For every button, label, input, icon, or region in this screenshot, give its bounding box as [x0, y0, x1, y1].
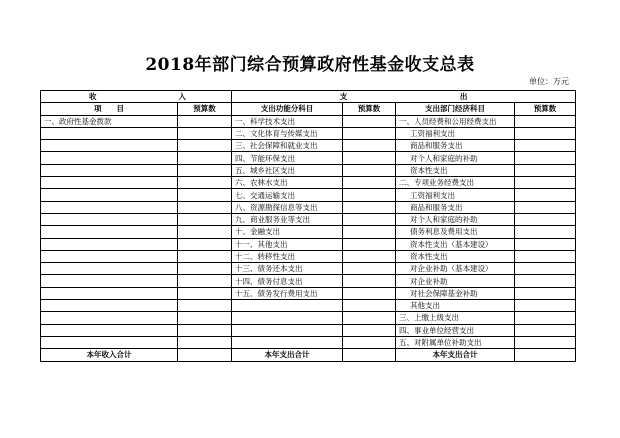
function-subject-cell: 十一、其他支出 [232, 238, 343, 250]
item-cell [41, 263, 178, 275]
table-row [41, 263, 576, 275]
economic-subject-cell: 商品和服务支出 [396, 201, 515, 213]
economic-subject-cell: 一、人员经费和公用经费支出 [396, 115, 515, 127]
function-subject-cell [232, 324, 343, 336]
total-economic-label: 本年支出合计 [396, 349, 515, 361]
item-cell [41, 213, 178, 225]
budget-function-cell [343, 127, 396, 139]
item-cell [41, 127, 178, 139]
budget-function-cell [343, 300, 396, 312]
expense-header-left: 支 [339, 92, 348, 102]
function-subject-cell: 十二、转移性支出 [232, 250, 343, 262]
budget-function-cell [343, 115, 396, 127]
budget-function-cell [343, 238, 396, 250]
col-header-budget-income: 预算数 [178, 103, 232, 115]
budget-economic-cell [515, 140, 576, 152]
item-cell [41, 164, 178, 176]
budget-income-cell [178, 152, 232, 164]
budget-economic-cell [515, 263, 576, 275]
function-subject-cell: 十五、债务发行费用支出 [232, 287, 343, 299]
economic-subject-cell: 对企业补助 [396, 275, 515, 287]
col-header-economic-subject: 支出部门经济科目 [396, 103, 515, 115]
total-function-label: 本年支出合计 [232, 349, 343, 361]
economic-subject-cell: 资本性支出（基本建设） [396, 238, 515, 250]
economic-subject-cell: 工资福利支出 [396, 127, 515, 139]
table-row [41, 177, 576, 189]
total-function-value [343, 349, 396, 361]
budget-economic-cell [515, 312, 576, 324]
budget-income-cell [178, 115, 232, 127]
budget-income-cell [178, 140, 232, 152]
budget-income-cell [178, 164, 232, 176]
budget-table [40, 90, 576, 362]
budget-function-cell [343, 201, 396, 213]
header-row-columns [41, 103, 576, 115]
economic-subject-cell: 四、事业单位经营支出 [396, 324, 515, 336]
budget-income-cell [178, 275, 232, 287]
economic-subject-cell: 债务利息及费用支出 [396, 226, 515, 238]
table-row [41, 115, 576, 127]
budget-income-cell [178, 336, 232, 348]
table-row [41, 275, 576, 287]
budget-function-cell [343, 177, 396, 189]
budget-income-cell [178, 201, 232, 213]
table-row [41, 201, 576, 213]
budget-income-cell [178, 312, 232, 324]
table-row [41, 189, 576, 201]
budget-income-cell [178, 250, 232, 262]
function-subject-cell: 十、金融支出 [232, 226, 343, 238]
header-row-group [41, 91, 576, 103]
economic-subject-cell: 资本性支出 [396, 164, 515, 176]
budget-income-cell [178, 324, 232, 336]
budget-income-cell [178, 189, 232, 201]
function-subject-cell: 八、资源勘探信息等支出 [232, 201, 343, 213]
budget-income-cell [178, 177, 232, 189]
col-header-function-subject: 支出功能分科目 [232, 103, 343, 115]
col-header-item: 项 目 [41, 103, 178, 115]
item-cell [41, 312, 178, 324]
budget-function-cell [343, 213, 396, 225]
economic-subject-cell: 对个人和家庭的补助 [396, 213, 515, 225]
table-row [41, 287, 576, 299]
budget-economic-cell [515, 238, 576, 250]
economic-subject-cell: 二、专项业务经费支出 [396, 177, 515, 189]
item-cell [41, 201, 178, 213]
item-cell [41, 275, 178, 287]
item-cell: 一、政府性基金拨款 [41, 115, 178, 127]
item-cell [41, 324, 178, 336]
function-subject-cell: 二、文化体育与传媒支出 [232, 127, 343, 139]
col-header-budget-economic: 预算数 [515, 103, 576, 115]
item-cell [41, 238, 178, 250]
table-row [41, 336, 576, 348]
budget-function-cell [343, 324, 396, 336]
budget-economic-cell [515, 177, 576, 189]
economic-subject-cell: 商品和服务支出 [396, 140, 515, 152]
budget-economic-cell [515, 250, 576, 262]
item-cell [41, 287, 178, 299]
economic-subject-cell: 对企业补助（基本建设） [396, 263, 515, 275]
budget-economic-cell [515, 189, 576, 201]
income-header-right: 入 [178, 92, 186, 102]
page-title: 2018年部门综合预算政府性基金收支总表 [145, 55, 475, 75]
item-cell [41, 300, 178, 312]
budget-economic-cell [515, 275, 576, 287]
unit-label: 单位：万元 [529, 77, 569, 86]
budget-economic-cell [515, 287, 576, 299]
budget-economic-cell [515, 164, 576, 176]
function-subject-cell: 六、农林水支出 [232, 177, 343, 189]
table-row [41, 324, 576, 336]
function-subject-cell: 五、城乡社区支出 [232, 164, 343, 176]
budget-income-cell [178, 213, 232, 225]
item-cell [41, 177, 178, 189]
economic-subject-cell: 工资福利支出 [396, 189, 515, 201]
economic-subject-cell: 五、对附属单位补助支出 [396, 336, 515, 348]
budget-income-cell [178, 127, 232, 139]
economic-subject-cell: 对社会保障基金补助 [396, 287, 515, 299]
budget-income-cell [178, 263, 232, 275]
function-subject-cell: 七、交通运输支出 [232, 189, 343, 201]
budget-income-cell [178, 287, 232, 299]
table-row [41, 127, 576, 139]
budget-economic-cell [515, 213, 576, 225]
budget-economic-cell [515, 226, 576, 238]
budget-function-cell [343, 226, 396, 238]
total-economic-value [515, 349, 576, 361]
table-row [41, 312, 576, 324]
table-row [41, 164, 576, 176]
totals-row [41, 349, 576, 361]
budget-economic-cell [515, 127, 576, 139]
table-row [41, 226, 576, 238]
function-subject-cell: 四、节能环保支出 [232, 152, 343, 164]
economic-subject-cell: 对个人和家庭的补助 [396, 152, 515, 164]
total-income-value [178, 349, 232, 361]
item-cell [41, 152, 178, 164]
function-subject-cell: 十四、债务付息支出 [232, 275, 343, 287]
function-subject-cell: 九、商业服务业等支出 [232, 213, 343, 225]
item-cell [41, 140, 178, 152]
budget-function-cell [343, 164, 396, 176]
table-row [41, 152, 576, 164]
function-subject-cell [232, 300, 343, 312]
table-row [41, 213, 576, 225]
function-subject-cell: 三、社会保障和就业支出 [232, 140, 343, 152]
budget-function-cell [343, 250, 396, 262]
budget-function-cell [343, 275, 396, 287]
economic-subject-cell: 三、上缴上级支出 [396, 312, 515, 324]
budget-income-cell [178, 226, 232, 238]
table-row [41, 300, 576, 312]
item-cell [41, 250, 178, 262]
table-row [41, 140, 576, 152]
budget-function-cell [343, 140, 396, 152]
budget-function-cell [343, 336, 396, 348]
economic-subject-cell: 资本性支出 [396, 250, 515, 262]
item-cell [41, 336, 178, 348]
table-row [41, 250, 576, 262]
income-header [41, 91, 232, 103]
budget-economic-cell [515, 336, 576, 348]
function-subject-cell [232, 312, 343, 324]
col-header-budget-function: 预算数 [343, 103, 396, 115]
income-header-left: 收 [89, 92, 97, 102]
item-cell [41, 226, 178, 238]
table-row [41, 238, 576, 250]
economic-subject-cell: 其他支出 [396, 300, 515, 312]
budget-economic-cell [515, 300, 576, 312]
total-income-label: 本年收入合计 [41, 349, 178, 361]
budget-function-cell [343, 189, 396, 201]
budget-economic-cell [515, 115, 576, 127]
budget-economic-cell [515, 201, 576, 213]
expense-header-right: 出 [459, 92, 468, 102]
item-cell [41, 189, 178, 201]
budget-function-cell [343, 263, 396, 275]
budget-income-cell [178, 238, 232, 250]
expense-header [232, 91, 576, 103]
budget-function-cell [343, 312, 396, 324]
budget-function-cell [343, 287, 396, 299]
budget-economic-cell [515, 152, 576, 164]
function-subject-cell: 十三、债务还本支出 [232, 263, 343, 275]
budget-income-cell [178, 300, 232, 312]
budget-function-cell [343, 152, 396, 164]
budget-economic-cell [515, 324, 576, 336]
function-subject-cell [232, 336, 343, 348]
function-subject-cell: 一、科学技术支出 [232, 115, 343, 127]
